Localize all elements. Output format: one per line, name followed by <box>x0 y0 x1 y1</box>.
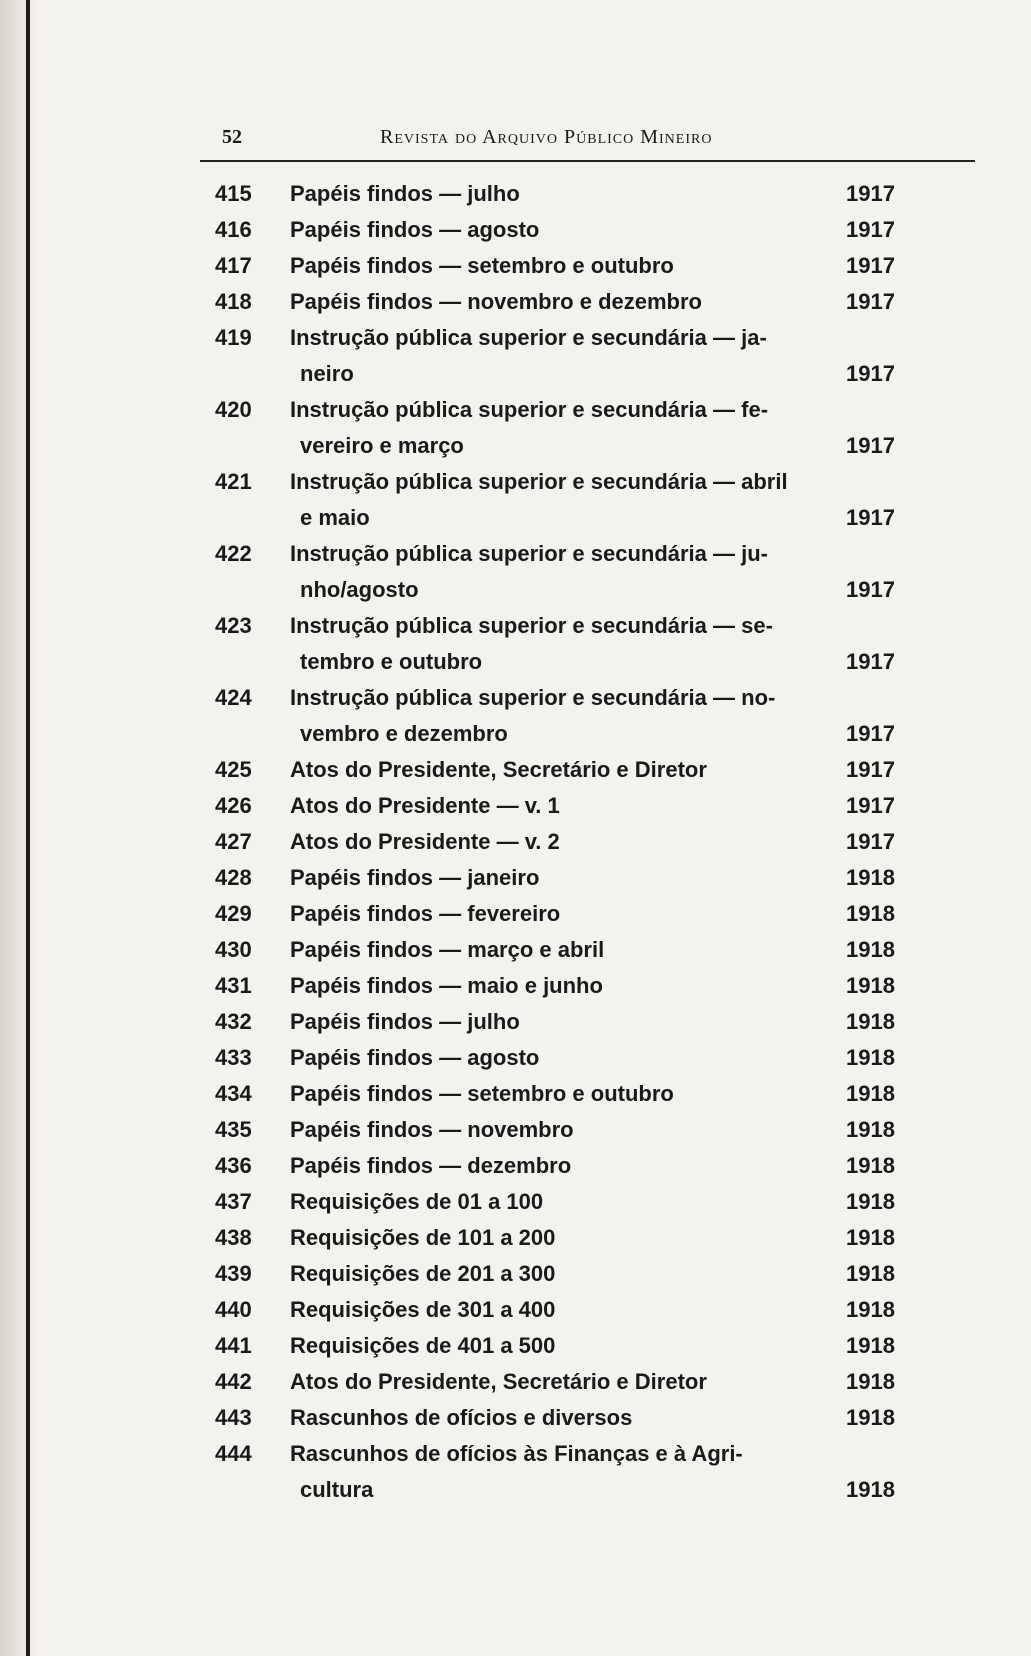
entry-description <box>280 320 825 392</box>
entry-description <box>280 824 825 860</box>
catalog-entry <box>200 320 975 392</box>
entry-number: 439 <box>215 1261 252 1286</box>
document-page <box>200 118 975 1638</box>
entry-number: 441 <box>215 1333 252 1358</box>
entry-year: 1917 <box>846 649 895 674</box>
entry-description-line: Papéis findos — novembro <box>290 1117 574 1142</box>
catalog-entry <box>200 176 975 212</box>
entry-description <box>280 1112 825 1148</box>
entry-description-line: e maio <box>300 505 370 530</box>
entry-description-line: Atos do Presidente — v. 1 <box>290 793 560 818</box>
catalog-entry <box>200 1040 975 1076</box>
entry-number: 436 <box>215 1153 252 1178</box>
entry-year: 1918 <box>846 1405 895 1430</box>
entry-number: 429 <box>215 901 252 926</box>
entry-description-line: vereiro e março <box>300 433 464 458</box>
catalog-entry <box>200 680 975 752</box>
catalog-entry <box>200 1112 975 1148</box>
entry-year: 1917 <box>846 757 895 782</box>
entry-description <box>280 248 825 284</box>
entry-year: 1918 <box>846 973 895 998</box>
entry-number: 433 <box>215 1045 252 1070</box>
entry-year: 1918 <box>846 1369 895 1394</box>
catalog-entry <box>200 464 975 536</box>
entry-description-line: neiro <box>300 361 354 386</box>
entry-description-line: Instrução pública superior e secundária — fe- <box>290 397 769 422</box>
entry-description <box>280 860 825 896</box>
entry-description <box>280 1292 825 1328</box>
entry-description <box>280 1040 825 1076</box>
entry-description-line: Papéis findos — dezembro <box>290 1153 572 1178</box>
entry-description-line: Papéis findos — julho <box>290 1009 520 1034</box>
entry-description-line: Requisições de 01 a 100 <box>290 1189 544 1214</box>
entry-number: 425 <box>215 757 252 782</box>
entry-number: 423 <box>215 613 252 638</box>
entry-number: 418 <box>215 289 252 314</box>
entry-description-line: Instrução pública superior e secundária — no- <box>290 685 776 710</box>
catalog-entry <box>200 1004 975 1040</box>
entry-description-line: cultura <box>300 1477 374 1502</box>
catalog-entry <box>200 1076 975 1112</box>
page-number: 52 <box>222 126 242 148</box>
catalog-entry <box>200 608 975 680</box>
entry-description <box>280 968 825 1004</box>
catalog-entry <box>200 212 975 248</box>
entry-year: 1917 <box>846 721 895 746</box>
entry-description-line: Papéis findos — agosto <box>290 1045 540 1070</box>
entry-year: 1917 <box>846 433 895 458</box>
entry-number: 428 <box>215 865 252 890</box>
entry-description <box>280 1220 825 1256</box>
entry-number: 444 <box>215 1441 252 1466</box>
entry-year: 1918 <box>846 1117 895 1142</box>
entry-year: 1917 <box>846 793 895 818</box>
catalog-entry <box>200 1436 975 1508</box>
entry-number: 443 <box>215 1405 252 1430</box>
entry-description-line: Atos do Presidente, Secretário e Diretor <box>290 757 707 782</box>
entry-description-line: Papéis findos — novembro e dezembro <box>290 289 702 314</box>
entry-description-line: Rascunhos de ofícios às Finanças e à Agri- <box>290 1441 743 1466</box>
entry-description-line: Instrução pública superior e secundária — ja- <box>290 325 767 350</box>
entry-number: 415 <box>215 181 252 206</box>
entry-description-line: Papéis findos — setembro e outubro <box>290 1081 674 1106</box>
entry-description <box>280 788 825 824</box>
entry-year: 1918 <box>846 1153 895 1178</box>
entry-description <box>280 680 825 752</box>
catalog-entry <box>200 1148 975 1184</box>
entry-number: 417 <box>215 253 252 278</box>
entry-description <box>280 932 825 968</box>
entry-description-line: tembro e outubro <box>300 649 483 674</box>
entry-number: 427 <box>215 829 252 854</box>
entry-year: 1918 <box>846 1225 895 1250</box>
entry-description <box>280 1184 825 1220</box>
entry-description-line: Papéis findos — julho <box>290 181 520 206</box>
entry-description-line: Requisições de 101 a 200 <box>290 1225 556 1250</box>
entry-description <box>280 608 825 680</box>
entry-year: 1918 <box>846 1045 895 1070</box>
entry-year: 1918 <box>846 1333 895 1358</box>
page-binding-edge <box>0 0 40 1656</box>
catalog-entry <box>200 824 975 860</box>
entry-description <box>280 1076 825 1112</box>
entry-year: 1918 <box>846 1261 895 1286</box>
catalog-entry <box>200 284 975 320</box>
catalog-entry <box>200 1292 975 1328</box>
entry-description <box>280 1436 825 1508</box>
entry-description-line: Papéis findos — maio e junho <box>290 973 603 998</box>
entry-number: 430 <box>215 937 252 962</box>
entry-number: 437 <box>215 1189 252 1214</box>
entry-description <box>280 1256 825 1292</box>
entry-number: 435 <box>215 1117 252 1142</box>
entry-description-line: Papéis findos — agosto <box>290 217 540 242</box>
catalog-entry <box>200 1184 975 1220</box>
entry-number: 442 <box>215 1369 252 1394</box>
entry-number: 426 <box>215 793 252 818</box>
catalog-entry <box>200 1256 975 1292</box>
entry-description-line: Papéis findos — março e abril <box>290 937 605 962</box>
entry-number: 440 <box>215 1297 252 1322</box>
entry-number: 431 <box>215 973 252 998</box>
entry-description <box>280 1004 825 1040</box>
catalog-entry <box>200 1328 975 1364</box>
entry-description-line: Papéis findos — fevereiro <box>290 901 561 926</box>
entry-description-line: Instrução pública superior e secundária — ju- <box>290 541 769 566</box>
entry-description <box>280 176 825 212</box>
entry-description <box>280 536 825 608</box>
entry-description <box>280 1364 825 1400</box>
entry-year: 1918 <box>846 901 895 926</box>
catalog-entry <box>200 248 975 284</box>
catalog-entry <box>200 896 975 932</box>
entry-description <box>280 1328 825 1364</box>
entry-year: 1918 <box>846 1189 895 1214</box>
entry-year: 1918 <box>846 1081 895 1106</box>
entry-year: 1918 <box>846 1477 895 1502</box>
catalog-entry <box>200 968 975 1004</box>
entry-description-line: Instrução pública superior e secundária — se- <box>290 613 773 638</box>
entry-description-line: vembro e dezembro <box>300 721 508 746</box>
entry-number: 438 <box>215 1225 252 1250</box>
entry-year: 1917 <box>846 361 895 386</box>
catalog-entries <box>200 176 975 1508</box>
catalog-entry <box>200 1364 975 1400</box>
entry-year: 1918 <box>846 937 895 962</box>
entry-description-line: nho/agosto <box>300 577 419 602</box>
catalog-entry <box>200 1220 975 1256</box>
entry-description <box>280 752 825 788</box>
entry-year: 1917 <box>846 505 895 530</box>
entry-number: 416 <box>215 217 252 242</box>
entry-year: 1918 <box>846 1297 895 1322</box>
entry-year: 1917 <box>846 253 895 278</box>
running-title: Revista do Arquivo Público Mineiro <box>380 126 713 148</box>
entry-description <box>280 1400 825 1436</box>
catalog-entry <box>200 788 975 824</box>
page-header <box>200 118 975 162</box>
entry-number: 432 <box>215 1009 252 1034</box>
entry-description-line: Requisições de 301 a 400 <box>290 1297 556 1322</box>
entry-year: 1917 <box>846 829 895 854</box>
catalog-entry <box>200 752 975 788</box>
entry-description-line: Atos do Presidente — v. 2 <box>290 829 560 854</box>
entry-description <box>280 1148 825 1184</box>
entry-number: 421 <box>215 469 252 494</box>
entry-description <box>280 212 825 248</box>
entry-year: 1917 <box>846 181 895 206</box>
entry-description-line: Instrução pública superior e secundária — abril <box>290 469 788 494</box>
entry-description <box>280 392 825 464</box>
entry-number: 434 <box>215 1081 252 1106</box>
entry-year: 1918 <box>846 1009 895 1034</box>
entry-description-line: Rascunhos de ofícios e diversos <box>290 1405 633 1430</box>
catalog-entry <box>200 536 975 608</box>
entry-description-line: Requisições de 201 a 300 <box>290 1261 556 1286</box>
entry-description-line: Atos do Presidente, Secretário e Diretor <box>290 1369 707 1394</box>
entry-description-line: Papéis findos — setembro e outubro <box>290 253 674 278</box>
catalog-entry <box>200 860 975 896</box>
catalog-entry <box>200 1400 975 1436</box>
entry-description <box>280 896 825 932</box>
entry-description <box>280 464 825 536</box>
entry-description <box>280 284 825 320</box>
binding-line <box>26 0 30 1656</box>
catalog-entry <box>200 392 975 464</box>
entry-year: 1917 <box>846 577 895 602</box>
entry-year: 1917 <box>846 217 895 242</box>
entry-number: 424 <box>215 685 252 710</box>
entry-number: 419 <box>215 325 252 350</box>
entry-year: 1917 <box>846 289 895 314</box>
entry-number: 422 <box>215 541 252 566</box>
entry-description-line: Requisições de 401 a 500 <box>290 1333 556 1358</box>
catalog-entry <box>200 932 975 968</box>
entry-year: 1918 <box>846 865 895 890</box>
entry-number: 420 <box>215 397 252 422</box>
entry-description-line: Papéis findos — janeiro <box>290 865 540 890</box>
